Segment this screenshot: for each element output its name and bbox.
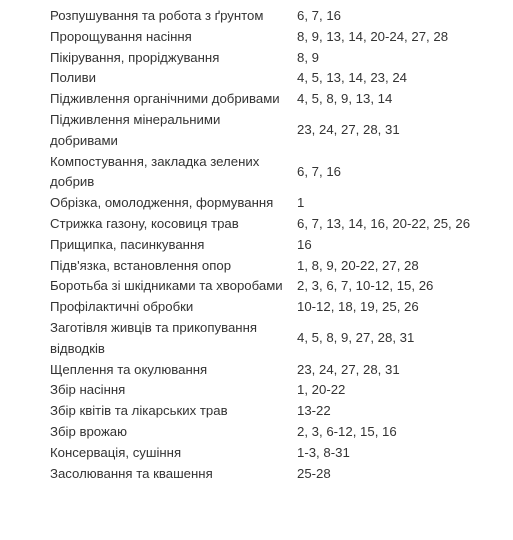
- table-row: [44, 89, 497, 110]
- days-cell: 6, 7, 13, 14, 16, 20-22, 25, 26: [297, 215, 471, 231]
- days-cell: 13-22: [297, 403, 331, 419]
- days-cell: 4, 5, 13, 14, 23, 24: [297, 70, 407, 86]
- days-cell: 2, 3, 6, 7, 10-12, 15, 26: [297, 278, 434, 294]
- days-cell: 8, 9, 13, 14, 20-24, 27, 28: [297, 28, 449, 44]
- table-row: [44, 48, 497, 69]
- days-cell: 4, 5, 8, 9, 13, 14: [297, 91, 393, 107]
- activity-cell: Збір квітів та лікарських трав: [50, 403, 228, 419]
- activity-cell: Підживлення мінеральними добривами: [50, 111, 221, 148]
- table-body: [44, 6, 497, 484]
- activity-cell: Збір насіння: [50, 382, 126, 398]
- table-row: [44, 422, 497, 443]
- days-cell: 6, 7, 16: [297, 163, 341, 179]
- days-cell: 1, 20-22: [297, 382, 346, 398]
- days-cell: 23, 24, 27, 28, 31: [297, 122, 400, 138]
- table-row: [44, 443, 497, 464]
- table-row: [44, 152, 497, 194]
- days-cell: 16: [297, 236, 312, 252]
- activity-cell: Компостування, закладка зелених добрив: [50, 153, 260, 190]
- days-cell: 1: [297, 195, 305, 211]
- days-cell: 10-12, 18, 19, 25, 26: [297, 299, 419, 315]
- days-cell: 6, 7, 16: [297, 8, 341, 23]
- activity-cell: Заготівля живців та прикопування відводків: [50, 319, 258, 356]
- activity-cell: Консервація, сушіння: [50, 444, 182, 460]
- table-row: [44, 6, 497, 27]
- table-row: [44, 256, 497, 277]
- activity-cell: Розпушування та робота з ґрунтом: [50, 8, 264, 23]
- activity-cell: Підживлення органічними добривами: [50, 91, 280, 107]
- table-row: [44, 318, 497, 360]
- activity-cell: Стрижка газону, косовиця трав: [50, 215, 239, 231]
- days-cell: 23, 24, 27, 28, 31: [297, 361, 400, 377]
- activity-cell: Пророщування насіння: [50, 28, 192, 44]
- table-row: [44, 297, 497, 318]
- table-row: [44, 360, 497, 381]
- activity-cell: Прищипка, пасинкування: [50, 236, 205, 252]
- activity-cell: Підв'язка, встановлення опор: [50, 257, 232, 273]
- activity-cell: Засолювання та квашення: [50, 465, 213, 481]
- days-cell: 1-3, 8-31: [297, 444, 350, 460]
- activity-cell: Збір врожаю: [50, 423, 128, 439]
- table-row: [44, 214, 497, 235]
- table-row: [44, 276, 497, 297]
- table-row: [44, 380, 497, 401]
- activity-cell: Боротьба зі шкідниками та хворобами: [50, 278, 283, 294]
- activity-cell: Щеплення та окулювання: [50, 361, 208, 377]
- gardening-calendar-table: [44, 6, 497, 484]
- activity-cell: Поливи: [50, 70, 96, 86]
- activity-cell: Профілактичні обробки: [50, 299, 194, 315]
- days-cell: 4, 5, 8, 9, 27, 28, 31: [297, 330, 415, 346]
- days-cell: 2, 3, 6-12, 15, 16: [297, 423, 397, 439]
- days-cell: 1, 8, 9, 20-22, 27, 28: [297, 257, 419, 273]
- days-cell: 8, 9: [297, 49, 319, 65]
- days-cell: 25-28: [297, 465, 331, 481]
- activity-cell: Обрізка, омолодження, формування: [50, 195, 274, 211]
- table-row: [44, 235, 497, 256]
- table-row: [44, 401, 497, 422]
- table-row: [44, 27, 497, 48]
- activity-cell: Пікірування, проріджування: [50, 49, 220, 65]
- table-row: [44, 68, 497, 89]
- table-row: [44, 464, 497, 485]
- table-row: [44, 110, 497, 152]
- table-row: [44, 193, 497, 214]
